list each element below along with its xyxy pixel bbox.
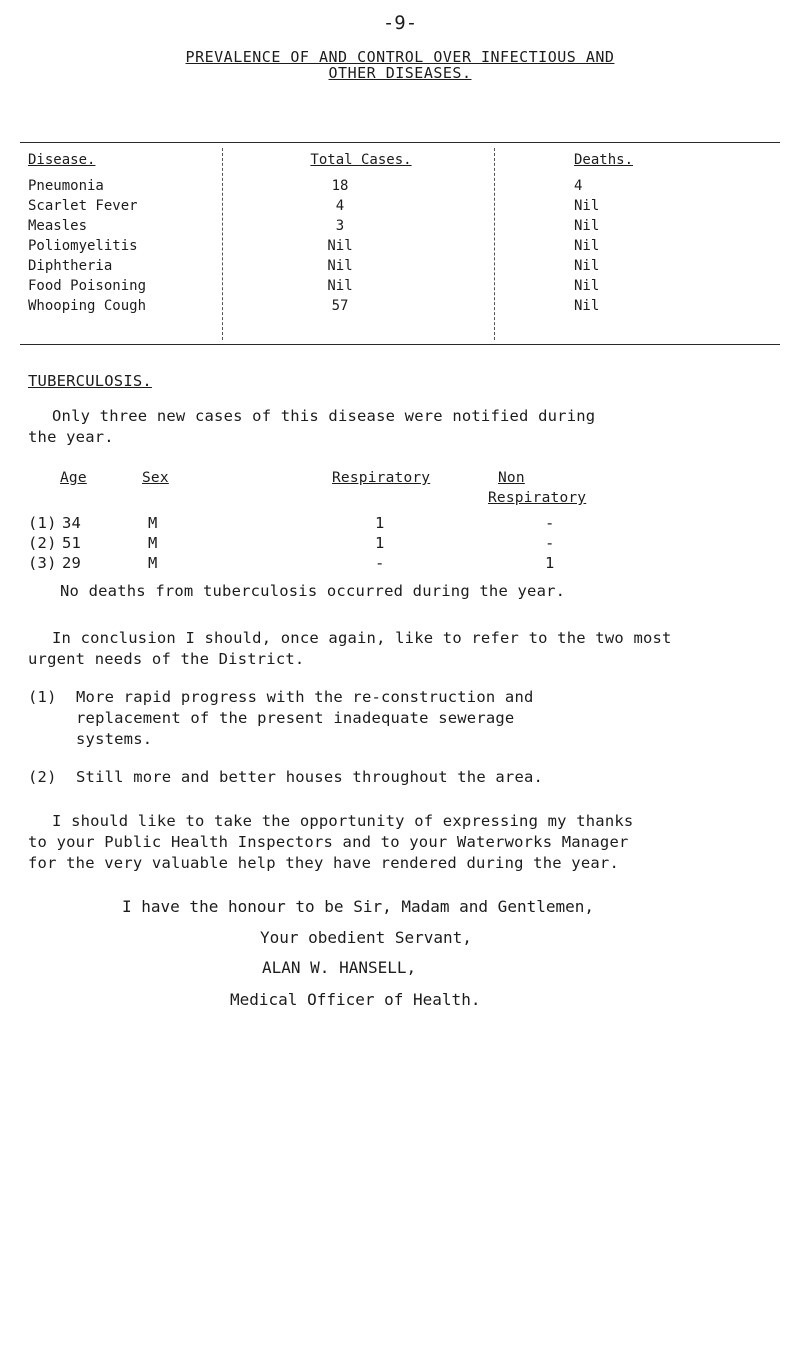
page-title-line-1: PREVALENCE OF AND CONTROL OVER INFECTIOUS AND (185, 48, 615, 66)
header-total-cases: Total Cases. (310, 152, 412, 168)
header-age: Age (60, 470, 87, 486)
tuberculosis-intro-line: the year. (28, 428, 114, 446)
header-deaths: Deaths. (574, 152, 634, 168)
thanks-line: I should like to take the opportunity of expressing my thanks (52, 812, 634, 830)
header-non-respiratory: Non (498, 470, 525, 486)
thanks-line: to your Public Health Inspectors and to your Waterworks Manager (28, 833, 629, 851)
point-text: systems. (76, 730, 153, 748)
point-number: (2) (28, 768, 57, 786)
thanks-line: for the very valuable help they have rendered during the year. (28, 854, 619, 872)
closing-line: Your obedient Servant, (260, 928, 472, 947)
closing-line: I have the honour to be Sir, Madam and Gentlemen, (122, 897, 595, 916)
header-disease: Disease. (28, 152, 96, 168)
conclusion-line: urgent needs of the District. (28, 650, 305, 668)
tuberculosis-heading: TUBERCULOSIS. (28, 372, 152, 390)
point-number: (1) (28, 688, 57, 706)
header-sex: Sex (142, 470, 169, 486)
point-text: replacement of the present inadequate sewerage (76, 709, 515, 727)
header-non-respiratory: Respiratory (488, 490, 587, 506)
tuberculosis-intro-line: Only three new cases of this disease were notified during (52, 407, 596, 425)
page-number: -9- (382, 12, 418, 34)
page-title-line-2: OTHER DISEASES. (328, 64, 472, 82)
signatory-title: Medical Officer of Health. (230, 990, 481, 1009)
document-page: -9- PREVALENCE OF AND CONTROL OVER INFECTIOUS AND OTHER DISEASES. Disease. Total Cases. Deaths. Pneumonia 18 4 Scarlet Fever 4 Nil Measles 3 Nil Poliomyelitis Nil Nil Diphtheria Nil Nil Food Poisoning Nil Nil Whooping Cough 57 Nil TUBERCULOSIS. Only three new cases of this disease were notified during the year. Age Sex Respiratory Non Respiratory (1) 34 M 1 - (2) 51 M 1 - (3) 29 M - 1 No deaths from tuberculosis occurred during the year. In conclusion I should, once again, like to refer to the two most urgent needs of the District. (1) More rapid progress with the re-construction and replacement of the present inadequate sewerage systems. (2) Still more and better houses throughout the area. I should like to take the opportunity of expressing my thanks to your Public Health Inspectors and to your Waterworks Manager for the very valuable help they have rendered during the year. I have the honour to be Sir, Madam and Gentlemen, Your obedient Servant, ALAN W. HANSELL, Medical Officer of Health. (0, 0, 800, 1364)
table-column-divider (494, 148, 495, 340)
table-top-rule (20, 142, 780, 143)
conclusion-line: In conclusion I should, once again, like to refer to the two most (52, 629, 672, 647)
header-respiratory: Respiratory (332, 470, 431, 486)
table-bottom-rule (20, 344, 780, 345)
point-text: More rapid progress with the re-construction and (76, 688, 534, 706)
signatory-name: ALAN W. HANSELL, (262, 958, 417, 977)
table-column-divider (222, 148, 223, 340)
point-text: Still more and better houses throughout the area. (76, 768, 544, 786)
tuberculosis-deaths-note: No deaths from tuberculosis occurred during the year. (60, 582, 566, 600)
